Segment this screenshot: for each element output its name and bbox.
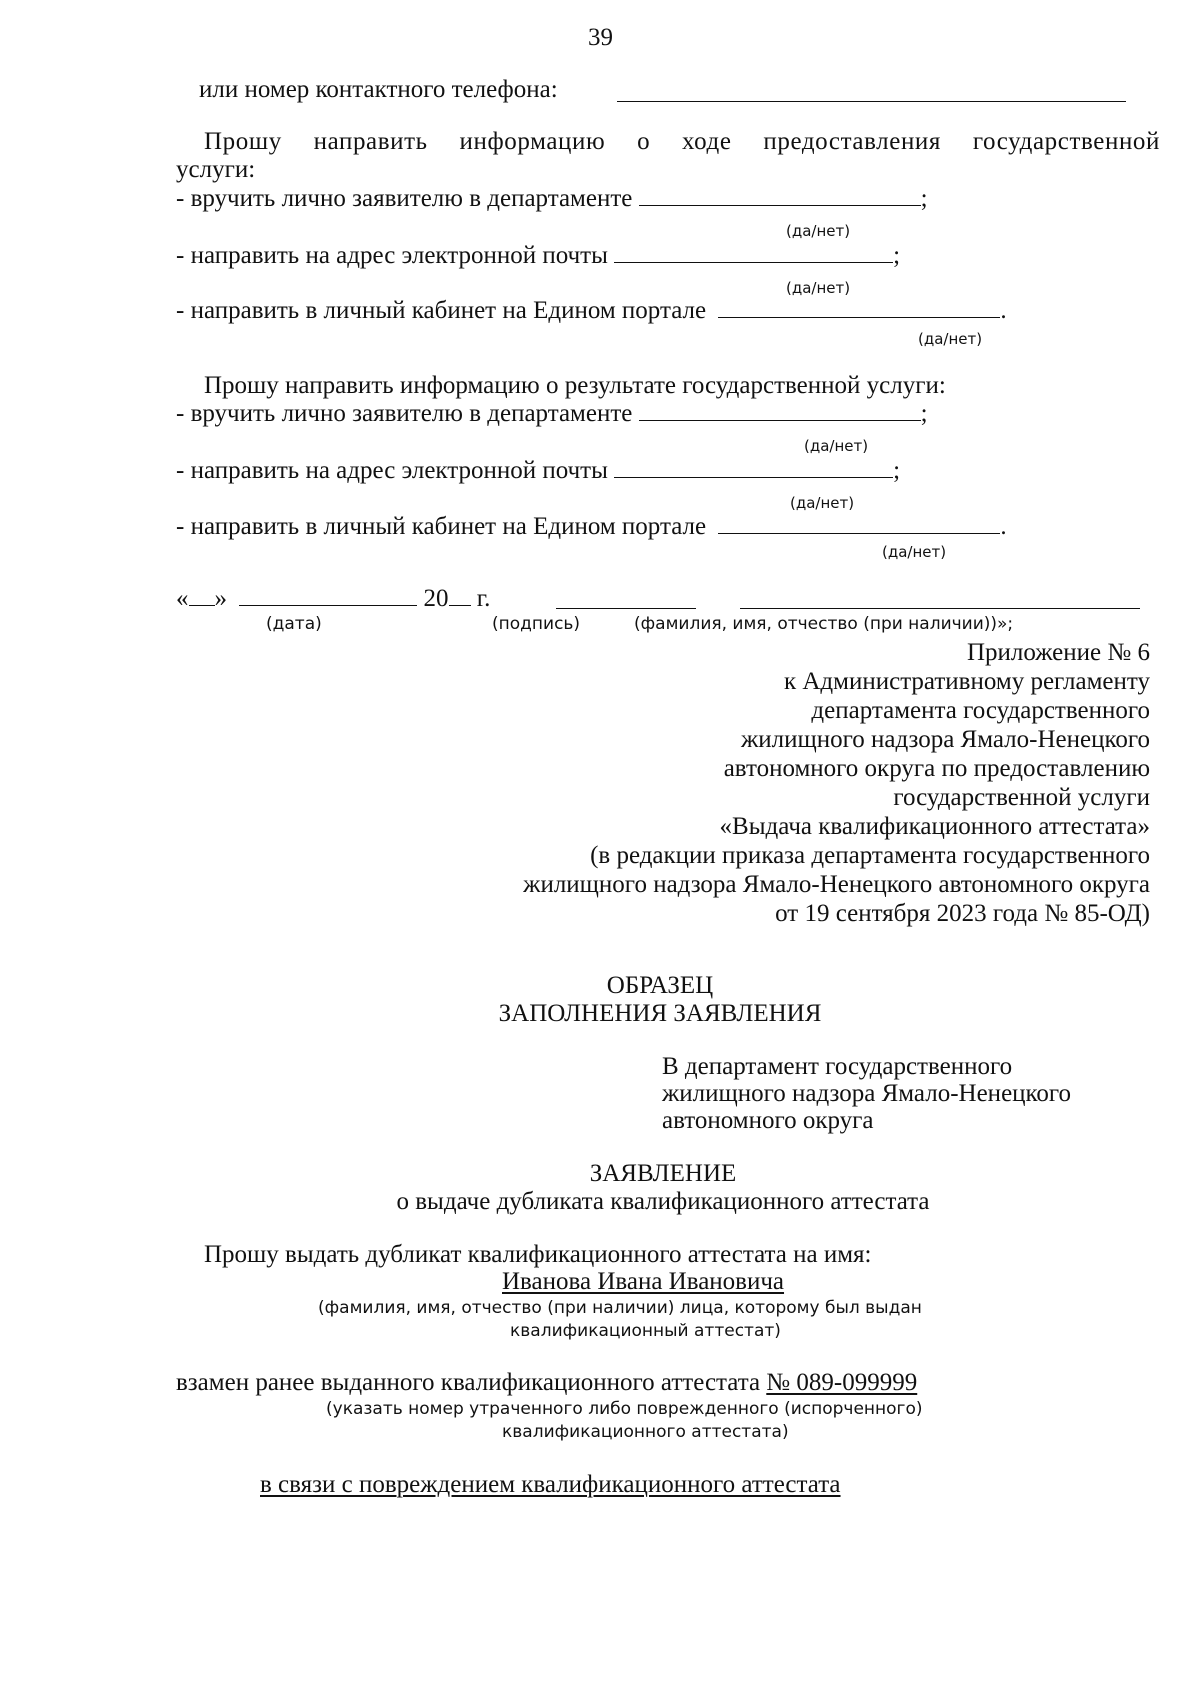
page-number: 39: [588, 24, 613, 51]
sample-subtitle: ЗАПОЛНЕНИЯ ЗАЯВЛЕНИЯ: [498, 1000, 822, 1027]
yes-no-blank: [614, 261, 893, 263]
item-label: - направить в личный кабинет на Едином портале: [176, 513, 707, 540]
progress-intro-line1: Прошу направить информацию о ходе предоставления государственной: [204, 128, 1160, 155]
item-end: ;: [920, 400, 928, 427]
yes-no-hint: (да/нет): [882, 543, 947, 561]
item-end: .: [1000, 513, 1007, 540]
addressee-line3: автономного округа: [662, 1107, 874, 1134]
yes-no-blank: [614, 476, 893, 478]
appendix-line: (в редакции приказа департамента государственного: [590, 842, 1150, 869]
appendix-line: жилищного надзора Ямало-Ненецкого автономного округа: [523, 871, 1150, 898]
addressee-line1: В департамент государственного: [662, 1053, 1013, 1080]
item-end: ;: [893, 457, 901, 484]
reason-text: в связи с повреждением квалификационного аттестата: [260, 1471, 841, 1498]
full-name-blank: [740, 608, 1140, 609]
holder-name-hint-line2: квалификационный аттестат): [510, 1321, 781, 1341]
quote-open: «: [176, 585, 189, 612]
yes-no-hint: (да/нет): [786, 222, 851, 240]
signature-hint: (подпись): [492, 614, 581, 634]
addressee-line2: жилищного надзора Ямало-Ненецкого: [662, 1080, 1072, 1107]
replacement-line: [176, 1369, 917, 1397]
result-item-portal: [176, 513, 1007, 541]
year-blank: [449, 604, 471, 606]
yes-no-hint: (да/нет): [918, 330, 983, 348]
appendix-header: [523, 638, 1150, 928]
result-intro: Прошу направить информацию о результате государственной услуги:: [204, 372, 946, 399]
signature-date-row: [176, 585, 490, 613]
progress-item-in-person: [176, 185, 928, 213]
item-label: - направить на адрес электронной почты: [176, 242, 608, 269]
yes-no-blank: [718, 532, 1000, 534]
appendix-line: Приложение № 6: [966, 639, 1150, 666]
full-name-hint: (фамилия, имя, отчество (при наличии))»;: [634, 614, 1014, 634]
day-blank: [189, 604, 215, 606]
duplicate-request: Прошу выдать дубликат квалификационного аттестата на имя:: [204, 1241, 872, 1268]
progress-intro-line2: услуги:: [176, 156, 256, 183]
result-item-in-person: [176, 400, 928, 428]
result-item-email: [176, 457, 900, 485]
duplicate-reason: [260, 1471, 841, 1499]
statement-subtitle: о выдаче дубликата квалификационного аттестата: [396, 1188, 930, 1215]
signature-blank: [556, 608, 696, 609]
contact-phone-label: или номер контактного телефона:: [199, 76, 558, 103]
year-suffix: г.: [476, 585, 491, 612]
certificate-number-hint-line1: (указать номер утраченного либо поврежденного (испорченного): [326, 1399, 923, 1419]
certificate-number: № 089-099999: [766, 1369, 918, 1396]
yes-no-blank: [718, 316, 1000, 318]
certificate-number-hint-line2: квалификационного аттестата): [502, 1422, 789, 1442]
item-label: - вручить лично заявителю в департаменте: [176, 185, 633, 212]
yes-no-blank: [639, 419, 921, 421]
sample-title: ОБРАЗЕЦ: [606, 972, 714, 999]
item-label: - вручить лично заявителю в департаменте: [176, 400, 633, 427]
month-blank: [239, 604, 417, 606]
progress-item-email: [176, 242, 900, 270]
yes-no-blank: [639, 204, 921, 206]
item-label: - направить в личный кабинет на Едином портале: [176, 297, 707, 324]
holder-name: Иванова Ивана Ивановича: [502, 1268, 785, 1295]
statement-title: ЗАЯВЛЕНИЕ: [589, 1160, 737, 1187]
progress-item-portal: [176, 297, 1007, 325]
appendix-line: от 19 сентября 2023 года № 85-ОД): [775, 900, 1150, 927]
item-label: - направить на адрес электронной почты: [176, 457, 608, 484]
quote-close: »: [214, 585, 227, 612]
appendix-line: жилищного надзора Ямало-Ненецкого: [740, 726, 1150, 753]
year-prefix: 20: [423, 585, 449, 612]
appendix-line: департамента государственного: [811, 697, 1150, 724]
appendix-line: автономного округа по предоставлению: [723, 755, 1150, 782]
item-end: .: [1000, 297, 1007, 324]
holder-name-value: [502, 1268, 784, 1296]
yes-no-hint: (да/нет): [786, 279, 851, 297]
item-end: ;: [920, 185, 928, 212]
appendix-line: «Выдача квалификационного аттестата»: [719, 813, 1150, 840]
appendix-line: государственной услуги: [893, 784, 1150, 811]
item-end: ;: [893, 242, 901, 269]
replacement-label: взамен ранее выданного квалификационного аттестата: [176, 1369, 761, 1396]
holder-name-hint-line1: (фамилия, имя, отчество (при наличии) лица, которому был выдан: [318, 1298, 922, 1318]
yes-no-hint: (да/нет): [804, 437, 869, 455]
date-hint: (дата): [266, 614, 322, 634]
contact-phone-blank: [617, 101, 1126, 102]
appendix-line: к Административному регламенту: [783, 668, 1150, 695]
yes-no-hint: (да/нет): [790, 494, 855, 512]
